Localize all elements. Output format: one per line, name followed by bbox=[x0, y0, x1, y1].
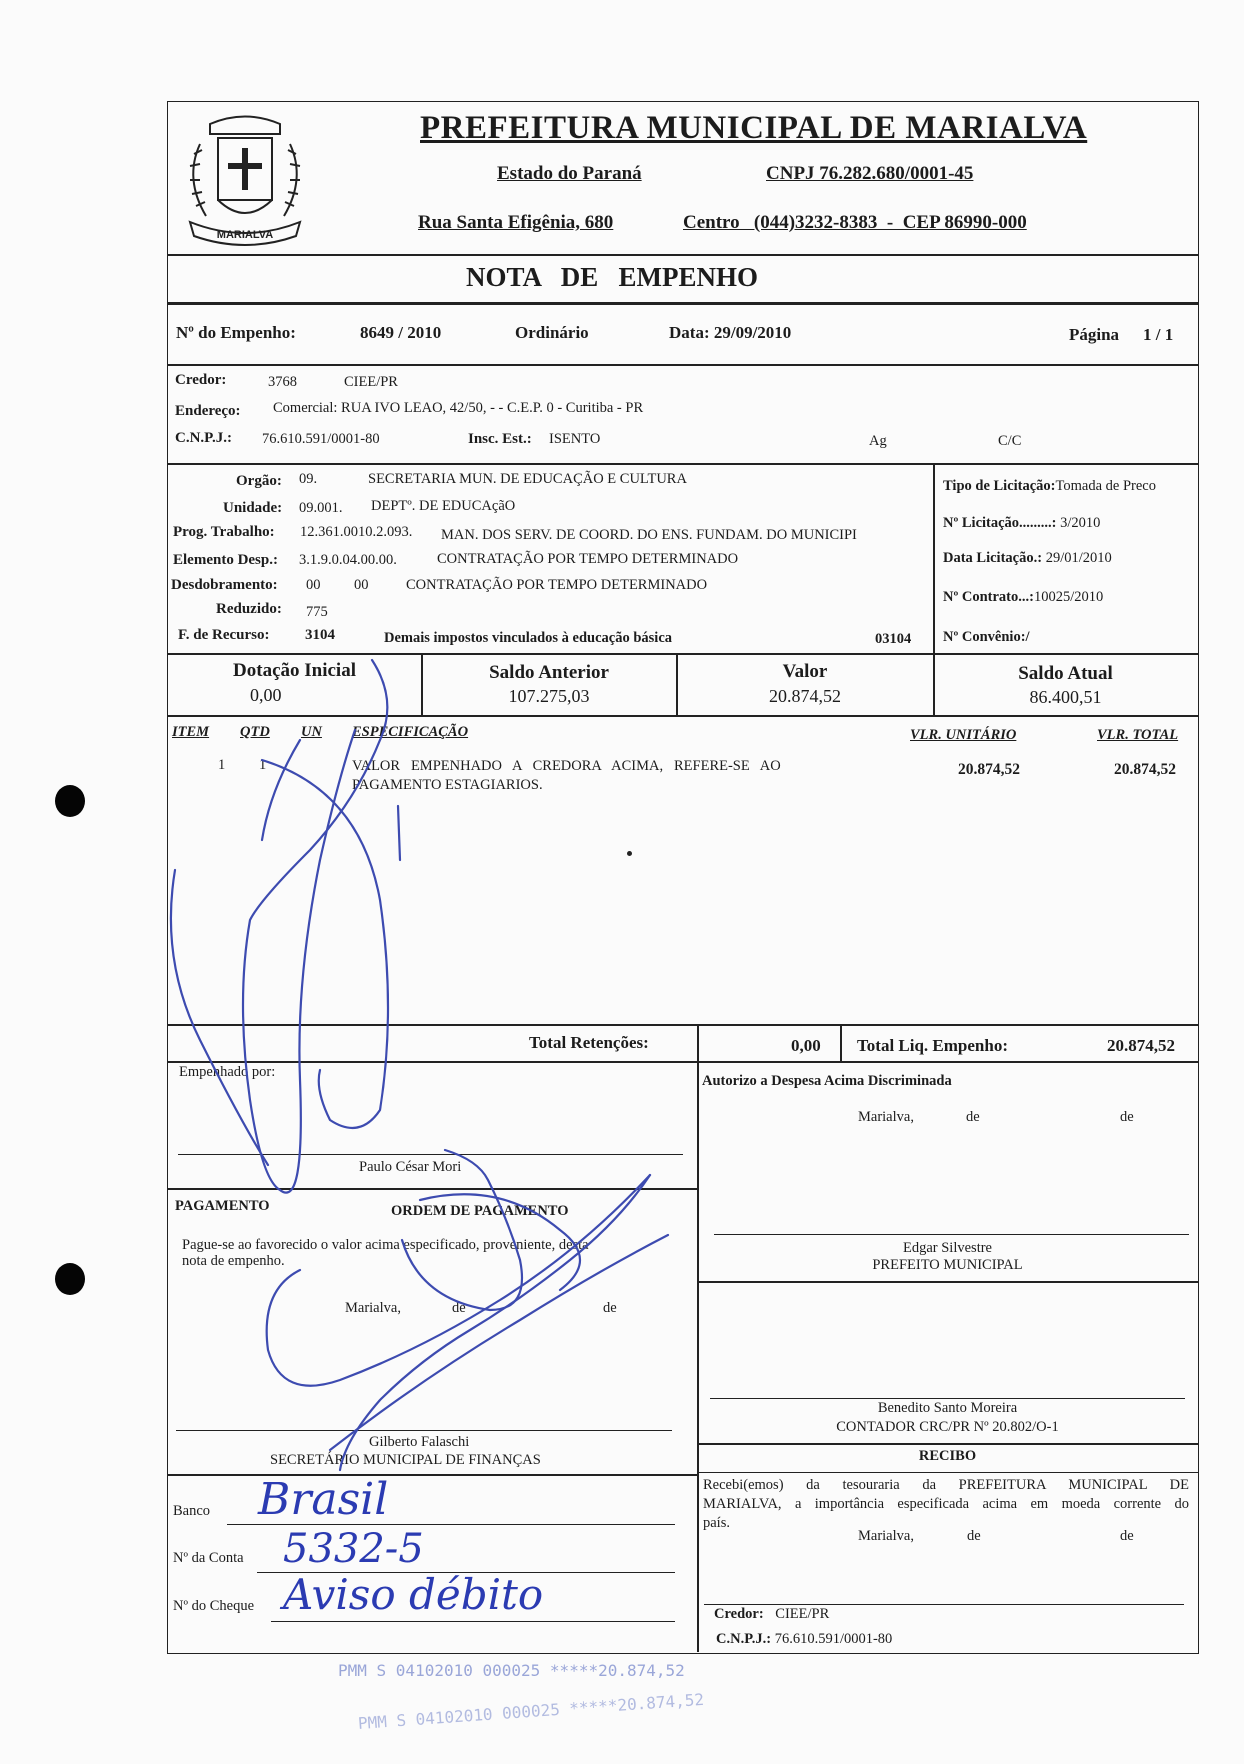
convenio-label: Nº Convênio:/ bbox=[943, 629, 1030, 645]
empenho-number-label: Nº do Empenho: bbox=[176, 323, 296, 342]
municipality-title: PREFEITURA MUNICIPAL DE MARIALVA bbox=[420, 110, 1088, 146]
desdobramento-a: 00 bbox=[306, 577, 321, 593]
pagamento-de-2: de bbox=[603, 1300, 617, 1316]
recibo-city: Marialva, bbox=[858, 1528, 914, 1544]
bank-stamp-2: PMM S 04102010 000025 *****20.874,52 bbox=[357, 1689, 705, 1733]
pague-text-line2: nota de empenho. bbox=[182, 1253, 285, 1269]
divider bbox=[698, 1472, 1198, 1473]
recurso-name: Demais impostos vinculados à educação básica bbox=[384, 630, 673, 646]
recibo-text-line2: MARIALVA, a importância especificada acima em moeda corrente do bbox=[703, 1496, 1189, 1512]
cc-label: C/C bbox=[998, 433, 1022, 449]
prog-name: MAN. DOS SERV. DE COORD. DO ENS. FUNDAM. DO MUNICIPI bbox=[441, 527, 857, 543]
signature-line bbox=[178, 1154, 683, 1155]
recurso-code-2: 03104 bbox=[875, 631, 912, 647]
banco-label: Banco bbox=[173, 1503, 211, 1519]
vertical-divider bbox=[697, 1061, 699, 1652]
address-label: Endereço: bbox=[175, 403, 241, 419]
dot-mark bbox=[627, 851, 632, 856]
empenhado-por-name: Paulo César Mori bbox=[359, 1159, 462, 1175]
orgao-name: SECRETARIA MUN. DE EDUCAÇÃO E CULTURA bbox=[368, 471, 687, 487]
saldo-anterior-label: Saldo Anterior bbox=[489, 662, 609, 683]
divider bbox=[167, 1024, 1199, 1026]
divider bbox=[167, 254, 1199, 256]
item-qtd: 1 bbox=[259, 757, 267, 773]
prog-code: 12.361.0010.2.093. bbox=[300, 524, 413, 540]
state-name: Estado do Paraná bbox=[497, 163, 642, 184]
empenho-type: Ordinário bbox=[515, 323, 589, 342]
recibo-text-line3: país. bbox=[703, 1515, 730, 1531]
desdobramento-label: Desdobramento: bbox=[171, 577, 278, 593]
licitacao-number-value: 3/2010 bbox=[1060, 515, 1101, 531]
recibo-de-1: de bbox=[967, 1528, 981, 1544]
retencoes-value: 0,00 bbox=[791, 1036, 821, 1055]
vertical-divider bbox=[933, 463, 935, 655]
vertical-divider bbox=[697, 1024, 699, 1062]
autorizo-label: Autorizo a Despesa Acima Discriminada bbox=[702, 1073, 952, 1089]
contrato-label: Nº Contrato...: bbox=[943, 589, 1034, 605]
punch-hole-top bbox=[55, 785, 85, 817]
licitacao-type-value: Tomada de Preco bbox=[1055, 478, 1156, 494]
col-item: ITEM bbox=[172, 724, 210, 740]
municipality-cnpj: CNPJ 76.282.680/0001-45 bbox=[766, 163, 974, 184]
valor-value: 20.874,52 bbox=[769, 686, 841, 706]
pague-text-line1: Pague-se ao favorecido o valor acima especificado, proveniente, desta bbox=[182, 1237, 589, 1253]
signature-line bbox=[714, 1234, 1189, 1235]
bank-stamp-1: PMM S 04102010 000025 *****20.874,52 bbox=[338, 1661, 685, 1680]
recibo-text-line1: Recebi(emos) da tesouraria da PREFEITURA MUNICIPAL DE bbox=[703, 1477, 1189, 1493]
credor-cnpj: 76.610.591/0001-80 bbox=[262, 431, 380, 447]
contador-title: CONTADOR CRC/PR Nº 20.802/O-1 bbox=[836, 1419, 1059, 1435]
credor-address: Comercial: RUA IVO LEAO, 42/50, - - C.E.P. 0 - Curitiba - PR bbox=[273, 400, 644, 416]
empenhado-por-label: Empenhado por: bbox=[179, 1064, 276, 1080]
conta-handwritten: 5332-5 bbox=[283, 1526, 424, 1572]
contador-name: Benedito Santo Moreira bbox=[877, 1400, 1018, 1416]
dotacao-label: Dotação Inicial bbox=[233, 660, 356, 681]
cheque-handwritten: Aviso débito bbox=[283, 1570, 544, 1619]
divider bbox=[167, 364, 1199, 366]
unidade-name: DEPTº. DE EDUCAçãO bbox=[371, 498, 516, 514]
prefeito-name: Edgar Silvestre bbox=[903, 1240, 992, 1256]
orgao-code: 09. bbox=[299, 471, 318, 487]
autorizo-de-2: de bbox=[1120, 1109, 1134, 1125]
municipality-address: Rua Santa Efigênia, 680 bbox=[418, 212, 614, 233]
col-qtd: QTD bbox=[240, 724, 270, 740]
cheque-label: Nº do Cheque bbox=[173, 1598, 255, 1614]
divider bbox=[167, 1474, 698, 1476]
coat-of-arms-logo bbox=[170, 104, 320, 254]
saldo-atual-value: 86.400,51 bbox=[1029, 687, 1102, 707]
retencoes-label: Total Retenções: bbox=[529, 1033, 649, 1052]
secretario-title: SECRETÁRIO MUNICIPAL DE FINANÇAS bbox=[270, 1452, 541, 1468]
orgao-label: Orgão: bbox=[236, 473, 282, 489]
divider bbox=[698, 1281, 1198, 1283]
col-un: UN bbox=[301, 724, 322, 740]
desdobramento-b: 00 bbox=[354, 577, 369, 593]
item-unit-value: 20.874,52 bbox=[958, 761, 1020, 778]
recibo-cnpj bbox=[716, 1631, 892, 1648]
autorizo-de-1: de bbox=[966, 1109, 980, 1125]
licitacao-date-label: Data Licitação.: bbox=[943, 550, 1043, 566]
item-spec-line1: VALOR EMPENHADO A CREDORA ACIMA, REFERE-SE AO bbox=[352, 758, 781, 774]
liquido-value: 20.874,52 bbox=[1107, 1036, 1175, 1055]
liquido-label: Total Liq. Empenho: bbox=[857, 1036, 1008, 1055]
pagamento-de-1: de bbox=[452, 1300, 466, 1316]
autorizo-city: Marialva, bbox=[858, 1109, 914, 1125]
insc-value: ISENTO bbox=[549, 431, 601, 447]
cnpj-label: C.N.P.J.: bbox=[175, 430, 232, 446]
col-especificacao: ESPECIFICAÇÃO bbox=[352, 724, 469, 740]
divider bbox=[167, 653, 1199, 655]
svg-text:MARIALVA: MARIALVA bbox=[216, 229, 274, 241]
item-total-value: 20.874,52 bbox=[1114, 761, 1176, 778]
prefeito-title: PREFEITO MUNICIPAL bbox=[872, 1257, 1023, 1273]
col-vlr-total: VLR. TOTAL bbox=[1097, 727, 1179, 743]
municipality-contact: Centro (044)3232-8383 - CEP 86990-000 bbox=[683, 212, 1027, 233]
item-spec-line2: PAGAMENTO ESTAGIARIOS. bbox=[352, 777, 543, 793]
secretario-name: Gilberto Falaschi bbox=[369, 1434, 470, 1450]
contrato-value: 10025/2010 bbox=[1033, 589, 1104, 605]
recibo-credor-value: CIEE/PR bbox=[775, 1606, 830, 1622]
page-label: Página bbox=[1069, 325, 1120, 344]
credor-label: Credor: bbox=[175, 372, 227, 388]
unidade-label: Unidade: bbox=[223, 500, 283, 516]
elemento-code: 3.1.9.0.04.00.00. bbox=[299, 552, 397, 568]
ag-label: Ag bbox=[869, 433, 887, 449]
elemento-label: Elemento Desp.: bbox=[173, 552, 278, 568]
pagamento-city: Marialva, bbox=[345, 1300, 401, 1316]
unidade-code: 09.001. bbox=[299, 500, 343, 516]
saldo-atual-label: Saldo Atual bbox=[1018, 663, 1113, 684]
recibo-credor bbox=[714, 1606, 829, 1623]
recurso-label: F. de Recurso: bbox=[178, 627, 270, 643]
licitacao-date-value: 29/01/2010 bbox=[1045, 550, 1112, 566]
elemento-name: CONTRATAÇÃO POR TEMPO DETERMINADO bbox=[437, 551, 739, 567]
empenho-number: 8649 / 2010 bbox=[360, 323, 442, 342]
recibo-label: RECIBO bbox=[918, 1448, 977, 1464]
licitacao-date bbox=[943, 550, 1112, 567]
desdobramento-name: CONTRATAÇÃO POR TEMPO DETERMINADO bbox=[406, 577, 708, 593]
credor-name: CIEE/PR bbox=[344, 374, 398, 390]
licitacao-number bbox=[943, 515, 1100, 532]
licitacao-number-label: Nº Licitação.........: bbox=[943, 515, 1057, 531]
item-number: 1 bbox=[218, 757, 226, 773]
divider bbox=[698, 1443, 1198, 1445]
licitacao-type-label: Tipo de Licitação: bbox=[943, 478, 1056, 494]
pagamento-label: PAGAMENTO bbox=[175, 1198, 270, 1214]
conta-label: Nº da Conta bbox=[173, 1550, 244, 1566]
document-title: NOTA DE EMPENHO bbox=[465, 262, 759, 292]
col-vlr-unitario: VLR. UNITÁRIO bbox=[910, 727, 1017, 743]
divider bbox=[167, 463, 1199, 465]
banco-handwritten: Brasil bbox=[258, 1474, 389, 1525]
vertical-divider bbox=[840, 1024, 842, 1062]
recibo-cnpj-value: 76.610.591/0001-80 bbox=[774, 1631, 893, 1647]
punch-hole-bottom bbox=[55, 1263, 85, 1295]
signature-line bbox=[176, 1430, 672, 1431]
reduzido-value: 775 bbox=[306, 604, 328, 620]
licitacao-type bbox=[943, 478, 1156, 495]
saldo-anterior-value: 107.275,03 bbox=[508, 686, 590, 706]
recibo-credor-label: Credor: bbox=[714, 1606, 764, 1622]
divider bbox=[167, 1061, 1199, 1063]
recibo-cnpj-label: C.N.P.J.: bbox=[716, 1631, 772, 1647]
recibo-de-2: de bbox=[1120, 1528, 1134, 1544]
valor-label: Valor bbox=[782, 661, 828, 682]
prog-label: Prog. Trabalho: bbox=[173, 524, 275, 540]
empenho-date: Data: 29/09/2010 bbox=[669, 323, 792, 342]
divider bbox=[167, 715, 1199, 717]
page-number: 1 / 1 bbox=[1143, 325, 1174, 344]
contrato bbox=[943, 589, 1103, 606]
cheque-field-line bbox=[271, 1621, 675, 1622]
divider bbox=[167, 1188, 698, 1190]
reduzido-label: Reduzido: bbox=[216, 601, 282, 617]
recurso-code: 3104 bbox=[305, 627, 335, 643]
ordem-pagamento-label: ORDEM DE PAGAMENTO bbox=[391, 1203, 569, 1219]
insc-label: Insc. Est.: bbox=[468, 431, 532, 447]
divider bbox=[167, 302, 1199, 305]
credor-code: 3768 bbox=[268, 374, 297, 390]
dotacao-value: 0,00 bbox=[250, 685, 282, 705]
